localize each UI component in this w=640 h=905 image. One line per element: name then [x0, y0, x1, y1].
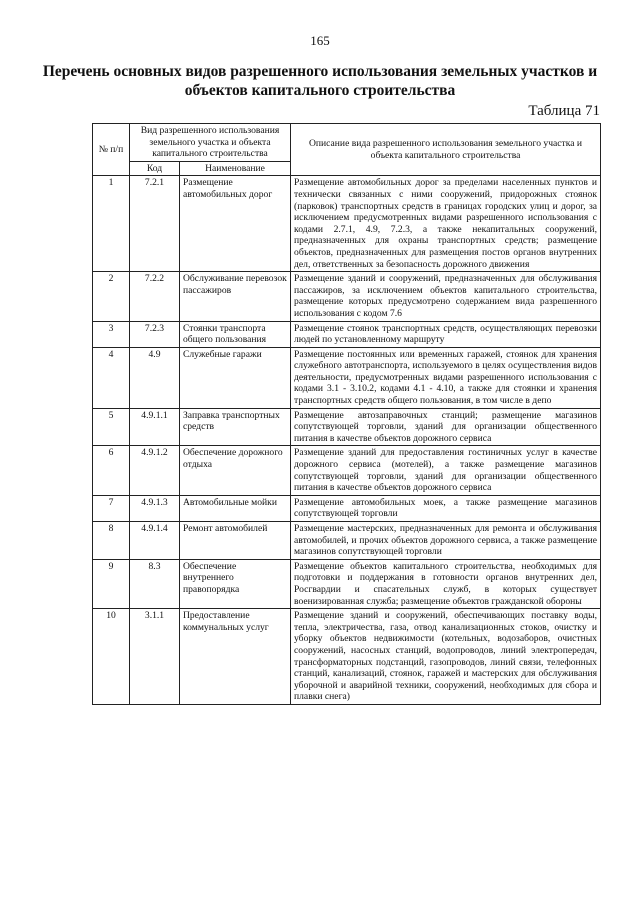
row-name: Заправка транспортных средств [180, 408, 291, 446]
table-row [93, 446, 601, 495]
row-name: Служебные гаражи [180, 347, 291, 408]
row-num: 2 [93, 272, 130, 321]
row-desc: Размещение зданий и сооружений, предназначенных для обслуживания пассажиров, за исключением объектов капитального строительства, размещение которых предусмотрено содержанием вида разрешенного использования с кодом 7.6 [291, 272, 601, 321]
row-code: 4.9.1.2 [130, 446, 180, 495]
table-label: Таблица 71 [528, 103, 600, 119]
table-row [93, 559, 601, 608]
row-num: 3 [93, 321, 130, 347]
row-code: 7.2.2 [130, 272, 180, 321]
row-num: 10 [93, 609, 130, 705]
page-title: Перечень основных видов разрешенного использования земельных участков и объектов капитального строительства [42, 63, 598, 99]
table-row [93, 272, 601, 321]
header-name: Наименование [180, 161, 291, 176]
row-name: Обслуживание перевозок пассажиров [180, 272, 291, 321]
row-code: 7.2.3 [130, 321, 180, 347]
table-row [93, 176, 601, 272]
row-num: 5 [93, 408, 130, 446]
row-num: 1 [93, 176, 130, 272]
row-desc: Размещение автомобильных моек, а также размещение магазинов сопутствующей торговли [291, 495, 601, 521]
row-num: 4 [93, 347, 130, 408]
row-num: 7 [93, 495, 130, 521]
row-code: 4.9.1.4 [130, 522, 180, 560]
header-group: Вид разрешенного использования земельного участка и объекта капитального строительства [130, 124, 291, 162]
row-num: 9 [93, 559, 130, 608]
row-desc: Размещение автозаправочных станций; размещение магазинов сопутствующей торговли, зданий для организации общественного питания в качестве объектов дорожного сервиса [291, 408, 601, 446]
table-body [93, 176, 601, 705]
header-desc: Описание вида разрешенного использования земельного участка и объекта капитального строительства [291, 124, 601, 176]
row-name: Стоянки транспорта общего пользования [180, 321, 291, 347]
land-use-table [92, 123, 601, 705]
row-num: 6 [93, 446, 130, 495]
row-desc: Размещение зданий для предоставления гостиничных услуг в качестве дорожного сервиса (мотелей), а также размещение магазинов сопутствующей торговли, зданий для организации общественного питания в качестве объектов дорожного сервиса [291, 446, 601, 495]
row-name: Ремонт автомобилей [180, 522, 291, 560]
row-desc: Размещение стоянок транспортных средств, осуществляющих перевозки людей по установленному маршруту [291, 321, 601, 347]
row-desc: Размещение объектов капитального строительства, необходимых для подготовки и поддержания в готовности органов внутренних дел, Росгвардии и спасательных служб, в которых существует военизированная служба; размещение объектов гражданской обороны [291, 559, 601, 608]
row-desc: Размещение постоянных или временных гаражей, стоянок для хранения служебного автотранспорта, используемого в целях осуществления видов деятельности, предусмотренных видами разрешенного использования с кодами 3.1 - 3.10.2, кодами 4.1 - 4.10, а также для стоянки и хранения транспортных средств общего пользования, в том числе в депо [291, 347, 601, 408]
row-code: 4.9 [130, 347, 180, 408]
header-row [93, 124, 601, 162]
row-name: Обеспечение внутреннего правопорядка [180, 559, 291, 608]
row-name: Размещение автомобильных дорог [180, 176, 291, 272]
row-name: Обеспечение дорожного отдыха [180, 446, 291, 495]
table-row [93, 522, 601, 560]
row-desc: Размещение автомобильных дорог за пределами населенных пунктов и технически связанных с ними сооружений, придорожных стоянок (парковок) транспортных средств в границах городских улиц и дорог, за исключением предусмотренных видами разрешенного использования с кодами 2.7.1, 4.9, 7.2.3, а также некапитальных сооружений, предназначенных для охраны транспортных средств; размещение объектов, предназначенных для размещения постов органов внутренних дел, ответственных за безопасность дорожного движения [291, 176, 601, 272]
row-desc: Размещение зданий и сооружений, обеспечивающих поставку воды, тепла, электричества, газа, отвод канализационных стоков, очистку и уборку объектов недвижимости (котельных, водозаборов, очистных сооружений, насосных станций, водопроводов, линий электропередач, трансформаторных подстанций, газопроводов, линий связи, телефонных станций, канализаций, стоянок, гаражей и мастерских для обслуживания уборочной и аварийной техники, сооружений, необходимых для сбора и плавки снега) [291, 609, 601, 705]
row-code: 4.9.1.3 [130, 495, 180, 521]
table-row [93, 408, 601, 446]
header-code: Код [130, 161, 180, 176]
row-name: Автомобильные мойки [180, 495, 291, 521]
row-code: 7.2.1 [130, 176, 180, 272]
row-num: 8 [93, 522, 130, 560]
row-desc: Размещение мастерских, предназначенных для ремонта и обслуживания автомобилей, и прочих объектов дорожного сервиса, а также размещение магазинов сопутствующей торговли [291, 522, 601, 560]
header-num: № п/п [93, 124, 130, 176]
row-code: 8.3 [130, 559, 180, 608]
table-row [93, 347, 601, 408]
row-name: Предоставление коммунальных услуг [180, 609, 291, 705]
table-row [93, 609, 601, 705]
table-row [93, 495, 601, 521]
row-code: 4.9.1.1 [130, 408, 180, 446]
page-number: 165 [310, 33, 330, 48]
row-code: 3.1.1 [130, 609, 180, 705]
table-row [93, 321, 601, 347]
